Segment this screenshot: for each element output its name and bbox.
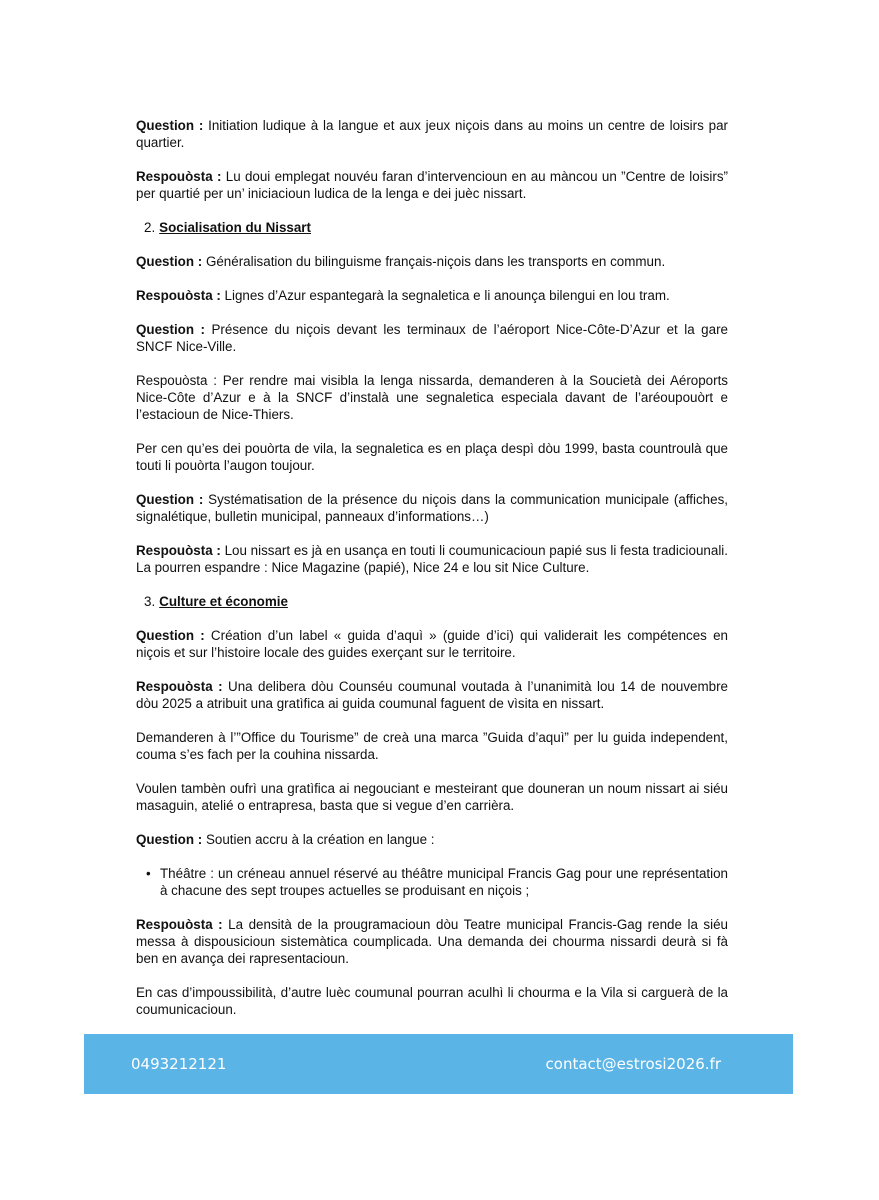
question-paragraph — [136, 253, 728, 270]
answer-text: Lu doui emplegat nouvéu faran d’intervencioun en au màncou un ”Centre de loisirs” per quartié per un’ iniciacioun ludica de la lenga e dei juèc nissart. — [136, 169, 728, 201]
section-title: Socialisation du Nissart — [159, 220, 311, 235]
answer-paragraph — [136, 916, 728, 967]
answer-label: Respouòsta : — [136, 288, 221, 303]
body-paragraph: Voulen tambèn oufrì una gratìfica ai negouciant e mesteirant que douneran un noum nissart ai siéu masaguin, atelié o entrapresa, basta que si vegue d’en carrièra. — [136, 781, 728, 813]
question-text: Soutien accru à la création en langue : — [202, 832, 435, 847]
question-text: Généralisation du bilinguisme français-niçois dans les transports en commun. — [202, 254, 666, 269]
footer-phone: 0493212121 — [131, 1055, 227, 1073]
question-label: Question : — [136, 322, 205, 337]
question-paragraph — [136, 491, 728, 525]
question-text: Création d’un label « guida d’aquì » (guide d’ici) qui validerait les compétences en niçois et sur l’histoire locale des guides exerçant sur le territoire. — [136, 628, 728, 660]
answer-label: Respouòsta : — [136, 169, 222, 184]
section-title: Culture et économie — [159, 594, 288, 609]
section-number: 2. — [144, 220, 156, 235]
contact-footer — [84, 1034, 793, 1094]
answer-label: Respouòsta : — [136, 543, 221, 558]
question-label: Question : — [136, 254, 203, 269]
question-text: Présence du niçois devant les terminaux de l’aéroport Nice-Côte-D’Azur et la gare SNCF Nice-Ville. — [136, 322, 728, 354]
answer-paragraph — [136, 542, 728, 576]
question-paragraph — [136, 321, 728, 355]
question-paragraph — [136, 117, 728, 151]
answer-text: Lignes d’Azur espantegarà la segnaletica e li anounça bilengui en lou tram. — [220, 288, 670, 303]
section-heading-socialisation — [144, 219, 728, 236]
question-label: Question : — [136, 832, 203, 847]
body-paragraph: Per cen qu’es dei pouòrta de vila, la segnaletica es en plaça despì dòu 1999, basta countroulà que touti li pouòrta l’augon toujour. — [136, 441, 728, 473]
question-text: Initiation ludique à la langue et aux jeux niçois dans au moins un centre de loisirs par quartier. — [136, 118, 728, 150]
section-number: 3. — [144, 594, 156, 609]
body-paragraph: Demanderen à l’”Office du Tourisme” de creà una marca ”Guida d’aquì” per lu guida independent, couma s’es fach per la couhina nissarda. — [136, 730, 728, 762]
question-paragraph — [136, 627, 728, 661]
body-paragraph: En cas d’impoussibilità, d’autre luèc coumunal pourran aculhì li chourma e la Vila si carguerà de la coumunicacioun. — [136, 985, 728, 1017]
answer-label: Respouòsta : — [136, 679, 223, 694]
answer-text: Una delibera dòu Counséu coumunal voutada à l’unanimità lou 14 de nouvembre dòu 2025 a atribuit una gratìfica ai guida coumunal faguent de vìsita en nissart. — [136, 679, 728, 711]
bullet-list — [136, 865, 728, 899]
footer-email: contact@estrosi2026.fr — [545, 1055, 721, 1073]
section-heading-culture — [144, 593, 728, 610]
answer-paragraph — [136, 678, 728, 712]
answer-text: Lou nissart es jà en usança en touti li coumunicacioun papié sus li festa tradiciounali. La pourren espandre : Nice Magazine (papié), Nice 24 e lou sit Nice Culture. — [136, 543, 728, 575]
question-label: Question : — [136, 492, 204, 507]
document-body — [136, 117, 728, 1035]
question-text: Systématisation de la présence du niçois dans la communication municipale (affiches, signalétique, bulletin municipal, panneaux d’informations…) — [136, 492, 728, 524]
bullet-item: • Théâtre : un créneau annuel réservé au théâtre municipal Francis Gag pour une représentation à chacune des sept troupes actuelles se produisant en niçois ; — [160, 865, 728, 899]
answer-label: Respouòsta : — [136, 917, 223, 932]
question-label: Question : — [136, 628, 205, 643]
answer-paragraph — [136, 287, 728, 304]
answer-paragraph — [136, 168, 728, 202]
question-paragraph — [136, 831, 728, 848]
question-label: Question : — [136, 118, 204, 133]
answer-paragraph: Respouòsta : Per rendre mai visibla la lenga nissarda, demanderen à la Soucietà dei Aéroports Nice-Côte d’Azur e à la SNCF d’instalà une segnaletica especiala davant de l’aréoupouòrt e l’estacioun de Nice-Thiers. — [136, 373, 728, 422]
answer-text: La densità de la prougramacioun dòu Teatre municipal Francis-Gag rende la siéu messa à dispousicioun sistemàtica coumplicada. Una demanda dei chourma nissardi deurà si fà ben en avança dei rapresentacioun. — [136, 917, 728, 966]
